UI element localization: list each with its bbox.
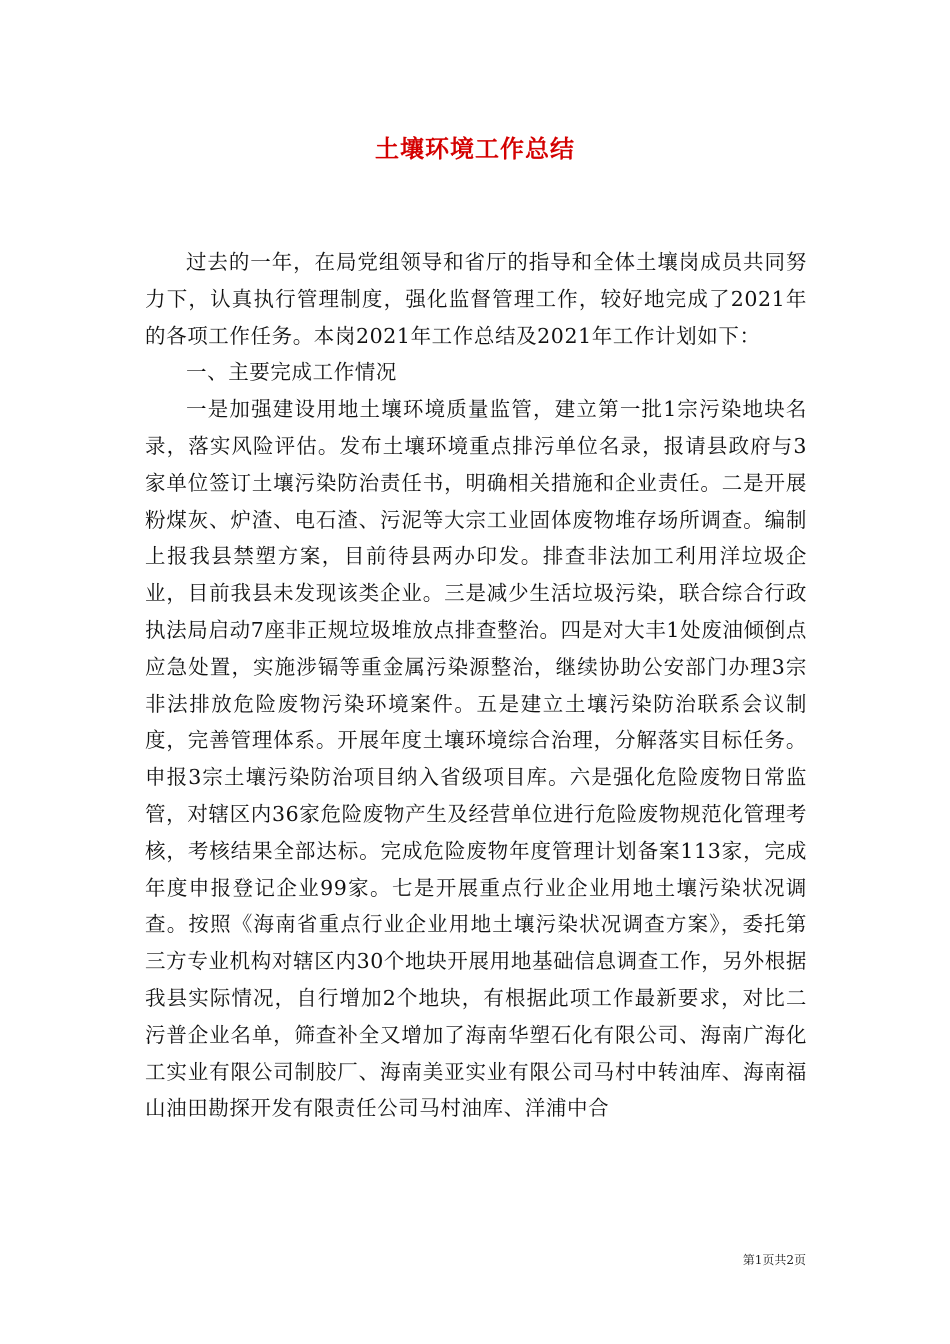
section-heading: 一、主要完成工作情况	[186, 360, 397, 385]
document-title: 土壤环境工作总结	[375, 135, 575, 163]
work-details-paragraph: 一是加强建设用地土壤环境质量监管，建立第一批1宗污染地块名录，落实风险评估。发布土壤环境重点排污单位名录，报请县政府与3家单位签订土壤污染防治责任书，明确相关措施和企业责任。二是开展粉煤灰、炉渣、电石渣、污泥等大宗工业固体废物堆存场所调查。编制上报我县禁塑方案，目前待县两办印发。排查非法加工利用洋垃圾企业，目前我县未发现该类企业。三是减少生活垃圾污染，联合综合行政执法局启动7座非正规垃圾堆放点排查整治。四是对大丰1处废油倾倒点应急处置，实施涉镉等重金属污染源整治，继续协助公安部门办理3宗非法排放危险废物污染环境案件。五是建立土壤污染防治联系会议制度，完善管理体系。开展年度土壤环境综合治理，分解落实目标任务。申报3宗土壤污染防治项目纳入省级项目库。六是强化危险废物日常监管，对辖区内36家危险废物产生及经营单位进行危险废物规范化管理考核，考核结果全部达标。完成危险废物年度管理计划备案113家，完成年度申报登记企业99家。七是开展重点行业企业用地土壤污染状况调查。按照《海南省重点行业企业用地土壤污染状况调查方案》，委托第三方专业机构对辖区内30个地块开展用地基础信息调查工作，另外根据我县实际情况，自行增加2个地块，有根据此项工作最新要求，对比二污普企业名单，筛查补全又增加了海南华塑石化有限公司、海南广海化工实业有限公司制胶厂、海南美亚实业有限公司马村中转油库、海南福山油田勘探开发有限责任公司马村油库、洋浦中合	[145, 397, 807, 1121]
intro-paragraph: 过去的一年，在局党组领导和省厅的指导和全体土壤岗成员共同努力下，认真执行管理制度，强化监督管理工作，较好地完成了2021年的各项工作任务。本岗2021年工作总结及2021年工作计划如下：	[145, 250, 807, 348]
page-number: 第1页共2页	[742, 1253, 806, 1267]
document-body	[145, 244, 807, 1127]
